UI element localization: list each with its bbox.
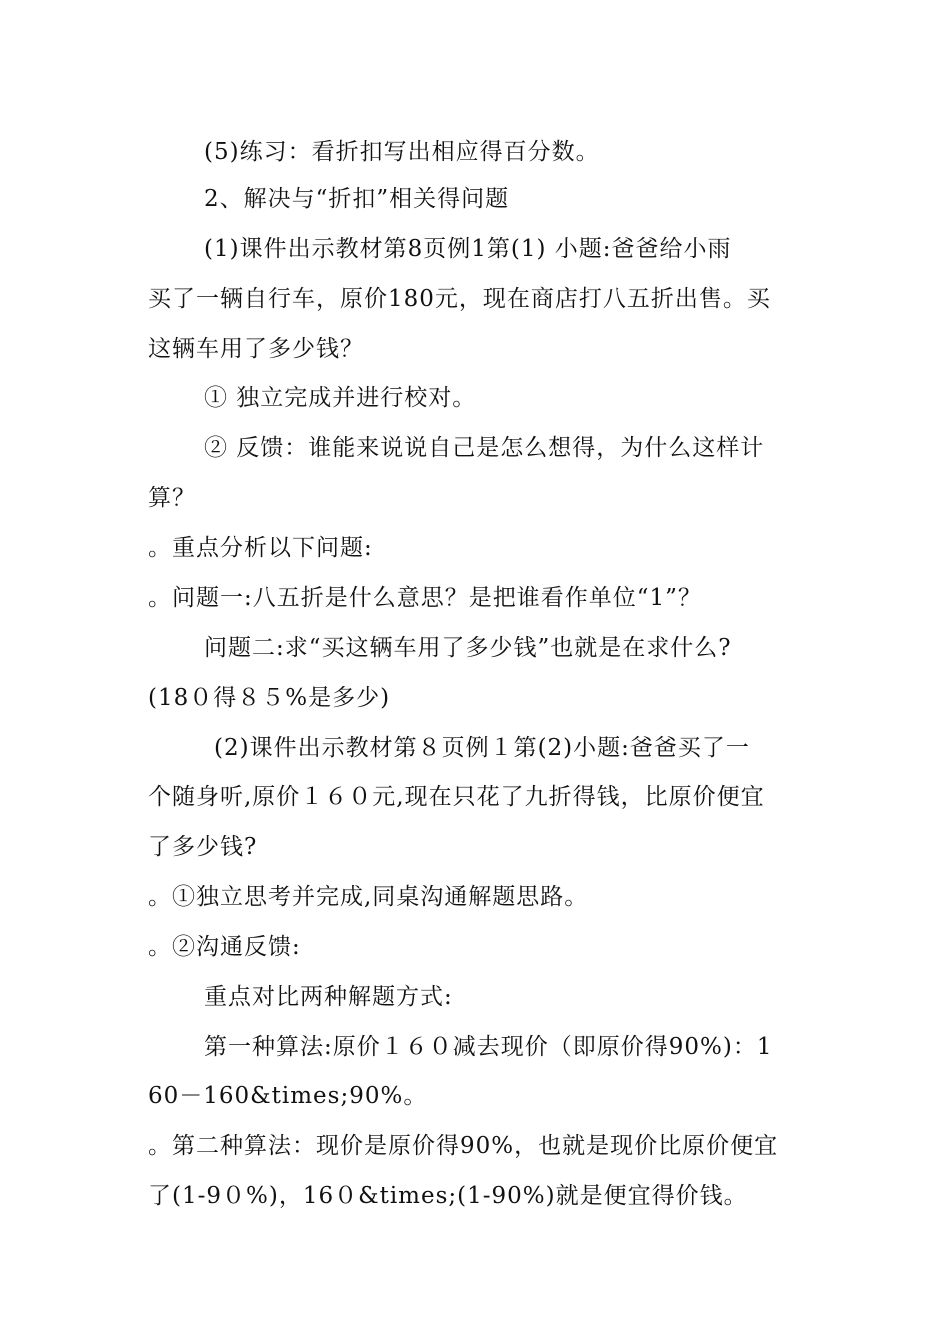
text-line-11: 问题二:求“买这辆车用了多少钱”也就是在求什么? bbox=[204, 635, 732, 661]
text-line-15: 了多少钱? bbox=[148, 834, 258, 860]
text-line-8: 算？ bbox=[148, 485, 196, 511]
text-line-18: 重点对比两种解题方式: bbox=[204, 984, 453, 1010]
text-line-21: 。第二种算法：现价是原价得90%，也就是现价比原价便宜 bbox=[148, 1133, 779, 1159]
text-line-19: 第一种算法:原价１６０减去现价（即原价得90%)：1 bbox=[204, 1034, 773, 1060]
text-line-6: ① 独立完成并进行校对。 bbox=[204, 385, 477, 411]
text-line-3: (1)课件出示教材第8页例1第(1) 小题:爸爸给小雨 bbox=[204, 236, 732, 262]
text-line-2: 2、解决与“折扣”相关得问题 bbox=[204, 186, 510, 212]
text-line-13: (2)课件出示教材第８页例１第(2)小题:爸爸买了一 bbox=[214, 735, 750, 761]
text-line-20: 60－160&times;90%。 bbox=[148, 1083, 428, 1109]
text-line-5: 这辆车用了多少钱？ bbox=[148, 336, 364, 362]
text-line-16: 。①独立思考并完成,同桌沟通解题思路。 bbox=[148, 884, 589, 910]
text-line-1: (5)练习：看折扣写出相应得百分数。 bbox=[204, 139, 600, 165]
text-line-7: ② 反馈：谁能来说说自己是怎么想得，为什么这样计 bbox=[204, 435, 765, 461]
text-line-12: (18０得８５%是多少) bbox=[148, 685, 391, 711]
text-line-9: 。重点分析以下问题: bbox=[148, 535, 373, 561]
text-line-4: 买了一辆自行车，原价180元，现在商店打八五折出售。买 bbox=[148, 286, 771, 312]
text-line-22: 了(1-9０%)，16０&times;(1-90%)就是便宜得价钱。 bbox=[148, 1183, 748, 1209]
text-line-17: 。②沟通反馈: bbox=[148, 934, 301, 960]
text-line-14: 个随身听,原价１６０元,现在只花了九折得钱，比原价便宜 bbox=[148, 784, 765, 810]
text-line-10: 。问题一:八五折是什么意思？是把谁看作单位“1”？ bbox=[148, 585, 702, 611]
